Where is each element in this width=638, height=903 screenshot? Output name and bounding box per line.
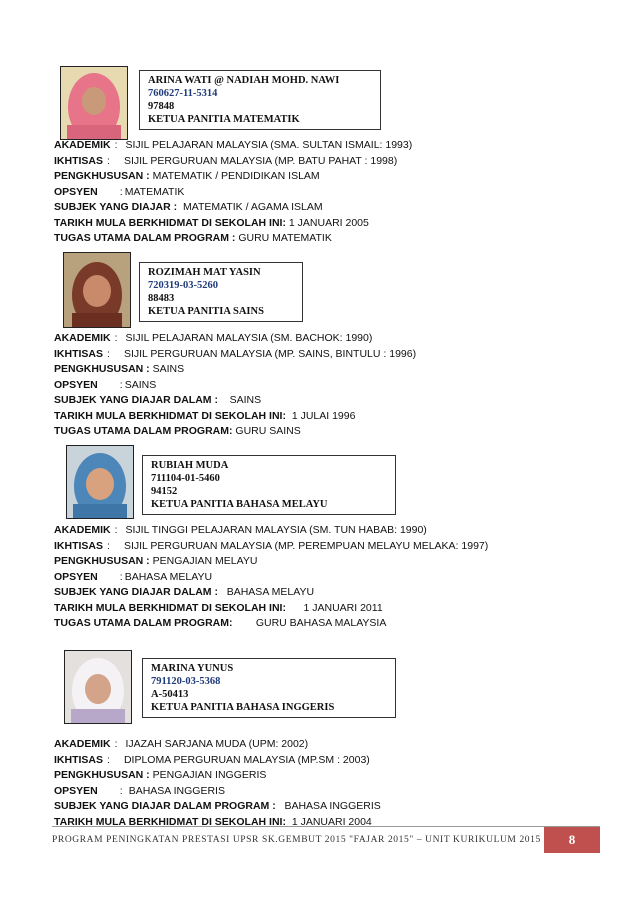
portrait-image: [67, 446, 133, 518]
teacher-role: KETUA PANITIA BAHASA MELAYU: [151, 499, 328, 510]
detail-ikhtisas: IKHTISAS : SIJIL PERGURUAN MALAYSIA (MP. BATU PAHAT : 1998): [54, 154, 398, 167]
teacher-role: KETUA PANITIA SAINS: [148, 306, 264, 317]
detail-pengkhususan: PENGKHUSUSAN : PENGAJIAN MELAYU: [54, 555, 258, 567]
teacher-photo: [64, 650, 132, 724]
teacher-details: [54, 331, 416, 440]
teacher-role: KETUA PANITIA MATEMATIK: [148, 114, 300, 125]
detail-akademik: AKADEMIK : SIJIL TINGGI PELAJARAN MALAYSIA (SM. TUN HABAB: 1990): [54, 524, 427, 536]
detail-tugas: TUGAS UTAMA DALAM PROGRAM : GURU MATEMATIK: [54, 232, 332, 244]
detail-tarikh: TARIKH MULA BERKHIDMAT DI SEKOLAH INI: 1 JULAI 1996: [54, 409, 356, 422]
detail-opsyen: OPSYEN : BAHASA MELAYU: [54, 570, 213, 583]
portrait-image: [64, 253, 130, 327]
teacher-details: [54, 523, 488, 632]
detail-pengkhususan: PENGKHUSUSAN : PENGAJIAN INGGERIS: [54, 769, 267, 781]
teacher-ic-number: 791120-03-5368: [151, 676, 221, 687]
detail-pengkhususan: PENGKHUSUSAN : MATEMATIK / PENDIDIKAN ISLAM: [54, 170, 320, 182]
detail-akademik: AKADEMIK : SIJIL PELAJARAN MALAYSIA (SM. BACHOK: 1990): [54, 332, 373, 344]
teacher-details: [54, 737, 381, 830]
detail-akademik: AKADEMIK : IJAZAH SARJANA MUDA (UPM: 2002): [54, 738, 309, 750]
detail-subjek: SUBJEK YANG DIAJAR DALAM : BAHASA MELAYU: [54, 586, 315, 598]
teacher-photo: [66, 445, 134, 519]
detail-tarikh: TARIKH MULA BERKHIDMAT DI SEKOLAH INI: 1 JANUARI 2004: [54, 815, 372, 828]
teacher-ic-number: 711104-01-5460: [151, 473, 220, 484]
page-footer: [52, 826, 600, 853]
detail-opsyen: OPSYEN : SAINS: [54, 378, 157, 391]
detail-ikhtisas: IKHTISAS : SIJIL PERGURUAN MALAYSIA (MP. PEREMPUAN MELAYU MELAKA: 1997): [54, 539, 489, 552]
teacher-staff-number: 88483: [148, 293, 175, 304]
detail-subjek: SUBJEK YANG DIAJAR : MATEMATIK / AGAMA ISLAM: [54, 201, 323, 213]
teacher-ic-number: 720319-03-5260: [148, 280, 218, 291]
detail-opsyen: OPSYEN : MATEMATIK: [54, 185, 185, 198]
detail-opsyen: OPSYEN : BAHASA INGGERIS: [54, 784, 225, 797]
detail-akademik: AKADEMIK : SIJIL PELAJARAN MALAYSIA (SMA. SULTAN ISMAIL: 1993): [54, 139, 413, 151]
portrait-image: [61, 67, 127, 139]
teacher-photo: [63, 252, 131, 328]
teacher-name: ARINA WATI @ NADIAH MOHD. NAWI: [148, 75, 340, 86]
teacher-staff-number: 97848: [148, 101, 175, 112]
page-number: 8: [544, 827, 600, 853]
detail-pengkhususan: PENGKHUSUSAN : SAINS: [54, 363, 185, 375]
teacher-staff-number: A-50413: [151, 689, 189, 700]
detail-tarikh: TARIKH MULA BERKHIDMAT DI SEKOLAH INI: 1 JANUARI 2005: [54, 216, 369, 229]
teacher-staff-number: 94152: [151, 486, 178, 497]
detail-tugas: TUGAS UTAMA DALAM PROGRAM: GURU SAINS: [54, 425, 301, 437]
footer-title: PROGRAM PENINGKATAN PRESTASI UPSR SK.GEMBUT 2015 "FAJAR 2015" – UNIT KURIKULUM 2015: [52, 835, 541, 845]
teacher-id-box: [139, 262, 303, 322]
teacher-name: MARINA YUNUS: [151, 663, 234, 674]
teacher-id-box: [139, 70, 381, 130]
detail-subjek: SUBJEK YANG DIAJAR DALAM : SAINS: [54, 394, 262, 406]
teacher-role: KETUA PANITIA BAHASA INGGERIS: [151, 702, 335, 713]
teacher-ic-number: 760627-11-5314: [148, 88, 218, 99]
detail-tarikh: TARIKH MULA BERKHIDMAT DI SEKOLAH INI: 1 JANUARI 2011: [54, 601, 383, 614]
teacher-details: [54, 138, 412, 247]
teacher-name: ROZIMAH MAT YASIN: [148, 267, 261, 278]
teacher-id-box: [142, 455, 396, 515]
detail-subjek: SUBJEK YANG DIAJAR DALAM PROGRAM : BAHASA INGGERIS: [54, 800, 381, 812]
detail-ikhtisas: IKHTISAS : DIPLOMA PERGURUAN MALAYSIA (MP.SM : 2003): [54, 753, 370, 766]
teacher-name: RUBIAH MUDA: [151, 460, 229, 471]
portrait-image: [65, 651, 131, 723]
detail-ikhtisas: IKHTISAS : SIJIL PERGURUAN MALAYSIA (MP. SAINS, BINTULU : 1996): [54, 347, 417, 360]
teacher-photo: [60, 66, 128, 140]
teacher-id-box: [142, 658, 396, 718]
detail-tugas: TUGAS UTAMA DALAM PROGRAM: GURU BAHASA MALAYSIA: [54, 617, 387, 629]
